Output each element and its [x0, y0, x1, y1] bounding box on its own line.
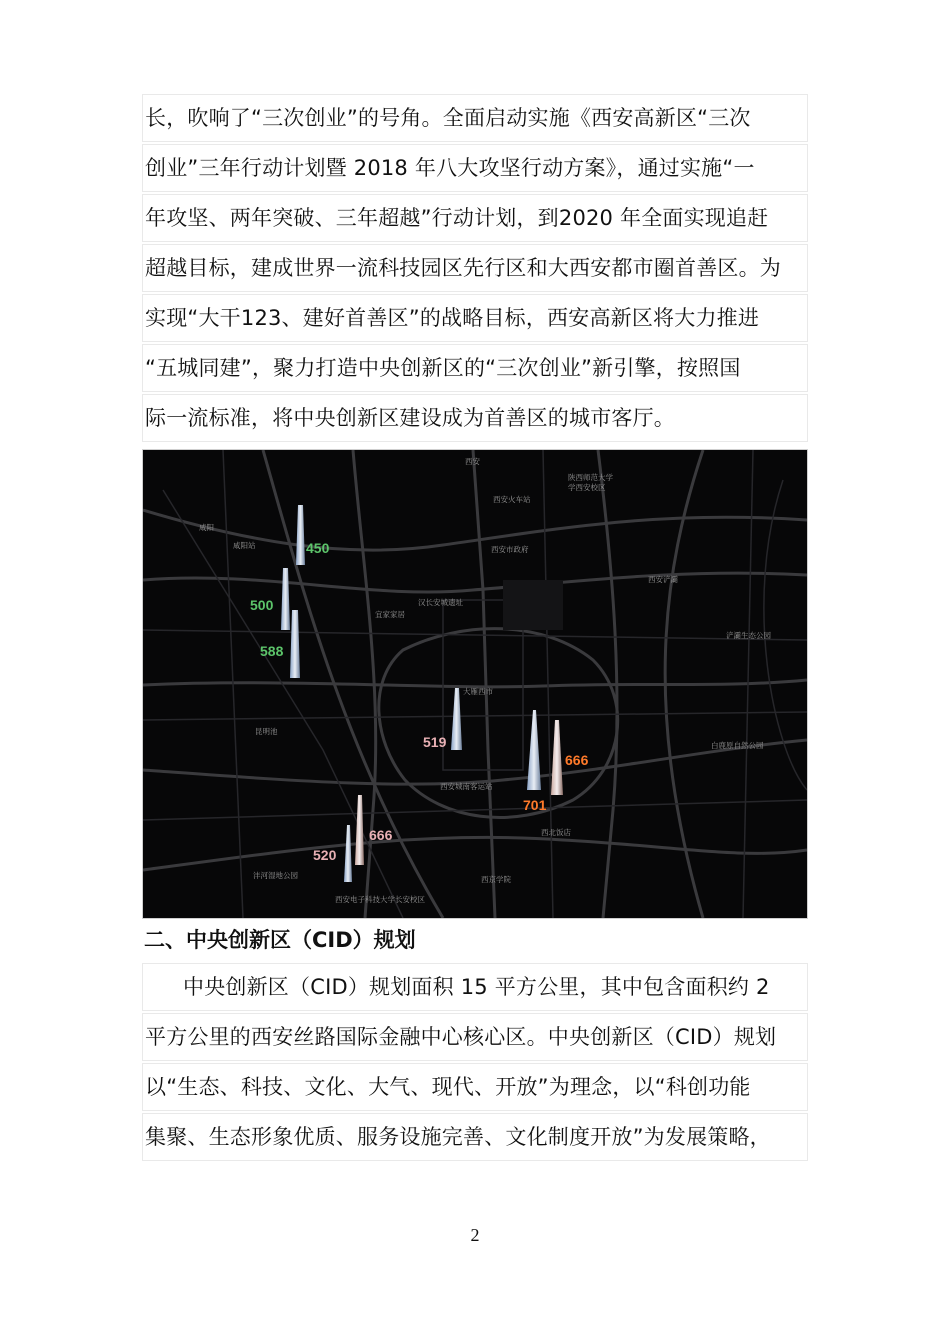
text-line: 创业”三年行动计划暨 2018 年八大攻坚行动方案》，通过实施“一: [142, 144, 808, 192]
text-line: “五城同建”，聚力打造中央创新区的“三次创业”新引擎，按照国: [142, 344, 808, 392]
place-label: 西安市政府: [491, 545, 529, 554]
text-line: 平方公里的西安丝路国际金融中心核心区。中央创新区（CID）规划: [142, 1013, 808, 1061]
text-line: 以“生态、科技、文化、大气、现代、开放”为理念，以“科创功能: [142, 1063, 808, 1111]
place-label: 咸阳: [199, 523, 214, 532]
section-heading: 二、中央创新区（CID）规划: [144, 928, 416, 952]
height-label: 450: [306, 540, 330, 556]
text-line: 超越目标，建成世界一流科技园区先行区和大西安都市圈首善区。为: [142, 244, 808, 292]
height-label: 588: [260, 643, 284, 659]
city-block: [503, 580, 563, 630]
place-label: 白鹿原自然公园: [711, 741, 764, 750]
height-label: 666: [565, 752, 589, 768]
place-label: 大雁西市: [463, 687, 493, 696]
place-label: 陕西师范大学: [568, 473, 613, 482]
height-label: 666: [369, 827, 393, 843]
place-label: 宜家家居: [375, 610, 405, 619]
place-label: 西安电子科技大学长安校区: [335, 895, 425, 904]
height-label: 500: [250, 597, 274, 613]
towers: [281, 505, 563, 882]
place-label: 咸阳站: [233, 541, 256, 550]
place-label: 沣河湿地公园: [253, 871, 298, 880]
place-label: 昆明池: [255, 727, 278, 736]
height-label: 519: [423, 734, 447, 750]
place-label: 西安城南客运站: [440, 782, 493, 791]
place-label: 西安: [465, 457, 480, 466]
text-line: 长，吹响了“三次创业”的号角。全面启动实施《西安高新区“三次: [142, 94, 808, 142]
text-line: 中央创新区（CID）规划面积 15 平方公里，其中包含面积约 2: [142, 963, 808, 1011]
place-label: 汉长安城遗址: [418, 598, 463, 607]
city-map-image: [142, 449, 808, 919]
place-label: 西京学院: [481, 875, 511, 884]
page-number: 2: [470, 1225, 480, 1245]
text-line: 集聚、生态形象优质、服务设施完善、文化制度开放”为发展策略，: [142, 1113, 808, 1161]
text-line: 年攻坚、两年突破、三年超越”行动计划，到2020 年全面实现追赶: [142, 194, 808, 242]
height-label: 701: [523, 797, 547, 813]
height-label: 520: [313, 847, 337, 863]
place-label: 西安火车站: [493, 495, 531, 504]
text-line: 际一流标准，将中央创新区建设成为首善区的城市客厅。: [142, 394, 808, 442]
road-network: [143, 450, 807, 918]
place-label: 西北饭店: [541, 828, 571, 837]
text-line: 实现“大干123、建好首善区”的战略目标，西安高新区将大力推进: [142, 294, 808, 342]
place-label: 西安浐灞: [648, 575, 678, 584]
place-label: 浐灞生态公园: [726, 631, 771, 640]
place-label: 学西安校区: [568, 483, 606, 492]
